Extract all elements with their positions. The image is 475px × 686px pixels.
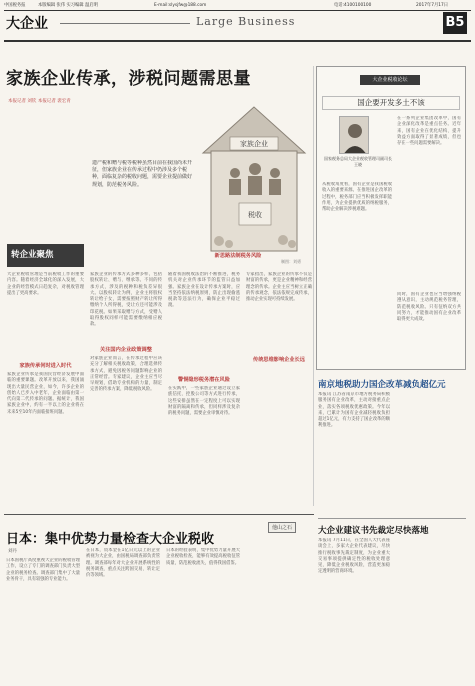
bottom-headline: 日本：集中优势力量检查大企业税收: [6, 532, 215, 547]
column-text-1: 在一系列企业集团改革中，国有企业深化改革是重点任务。近年来，国有企业在优化结构、提升效益方面取得了显著成绩，但也存在一些问题需要解决。: [397, 116, 461, 147]
brief2-rule: [318, 518, 466, 519]
column-text-3: 同时，国有企业也应当增强纳税遵从意识，主动规范税务管理，防范税收风险。只有征纳双方共同努力，才能推动国有企业改革取得更大成效。: [397, 292, 461, 323]
section-subtitle: Large Business: [196, 15, 296, 28]
bottom-text-1: 日本国税厅高度重视大企业的税收管理工作，设立了专门的调查部门负责大型企业的税务检查。调查部门集中了大量业务骨干，具有较强的专业能力。: [6, 558, 80, 582]
lead-headline: 家族企业传承，涉税问题需思量: [6, 69, 251, 89]
header-rule: [4, 40, 471, 42]
bottom-text-3: 日本的经验表明，集中优势力量开展大企业税收检查，能够有效提高税收征管质量，防范税收流失，值得我国借鉴。: [166, 548, 240, 566]
brief1-text: 本报讯 江苏省南京市地方税务局积极服务国有企业改革，主动对接重点企业，落实各项税收优惠政策。今年以来，已累计为国有企业减轻税收负担超过1亿元，有力支持了国企改革的顺利推进。: [318, 392, 390, 429]
bottom-rule: [4, 514, 314, 515]
portrait-silhouette-icon: [340, 117, 369, 154]
tax-label: 税收: [248, 211, 262, 219]
bottom-kicker: 他山之石: [268, 522, 296, 533]
brief1-text-cont: [394, 392, 466, 512]
lead-lede: 遗产税和赠与税等税种虽然目前在我国尚未开征，但家族企业在传承过程中仍涉及多个税种，面临复杂的税收问题，需要企业提前做好规划，防范税务风险。: [92, 160, 193, 188]
column-text-2: 从税收角度看，国有企业是我国税收收入的重要来源。在推进国企改革的过程中，税务部门应当积极发挥职能作用，为企业提供优质的纳税服务，帮助企业解决涉税难题。: [322, 182, 392, 213]
bottom-byline: 刘丹: [8, 549, 17, 554]
brief2-text: 本报讯 7月11日，在全国人大代表座谈会上，多家大企业代表建议，尽快推行税收事先裁定制度，为企业重大交易事项提供确定性的税收处理意见，降低企业税收风险，营造更加稳定透明的营商环境。: [318, 538, 390, 575]
author-portrait: [339, 116, 369, 154]
masthead-edition: 本版编辑 张伟 实习编辑 温启明: [38, 3, 98, 8]
house-label: 家族企业: [240, 140, 268, 148]
marker-column-label: 转企业聚焦: [7, 244, 84, 267]
column-title: 国企要开发多土不该: [322, 96, 460, 110]
masthead-bar: [4, 2, 471, 10]
brief2-title: 大企业建议书先裁定尽快落地: [318, 526, 429, 536]
marker-column-subhead: 家族传承何时进入时代: [19, 363, 72, 369]
lead-subhead-4: 警惕隐形税务潜在风险: [178, 377, 230, 383]
illustration-credit: 制图：刘勇: [281, 259, 301, 264]
lead-subhead-3: 新思路法制税务风险: [214, 253, 262, 259]
marker-column-text: 大企业税收管理是当前税收工作的重要内容。随着经济全球化的深入发展，大企业的经营模式日趋复杂，对税收管理提出了更高要求。: [7, 272, 84, 296]
lead-para-6: 专家指出，家族企业的传承不仅是财富的传承，更是企业精神和经营理念的传承。企业主应当树立正确的传承观念，依法依规完成传承，推动企业实现可持续发展。: [246, 272, 312, 303]
lead-para-5: 在实践中，一些家族企业通过设立家族信托、控股公司等方式进行传承，这些安排虽然在一定程度上可以实现财富的隔离和传承，但同样涉及复杂的税务问题，需要企业审慎对待。: [168, 386, 240, 417]
column-tag: 大企业税收论坛: [360, 75, 420, 85]
lead-para-3: 对家族企业而言，在传承过程中应该充分了解相关税收政策，合理选择传承方式，避免因税务问题影响企业的正常经营。专家建议，企业主应当尽早规划，借助专业机构的力量，制定完善的传承方案，降低税收风险。: [90, 356, 162, 393]
masthead-paper: 中国税务报: [4, 3, 26, 8]
page-number: B5: [443, 12, 467, 34]
lead-para-4: 随着我国税收法治的不断推进，税务机关对企业传承环节的监管日益加强。家族企业在设计传承方案时，应当坚持依法纳税原则，防止出现偷逃税款等违法行为，确保企业平稳过渡。: [168, 272, 240, 309]
section-title: 大企业: [6, 16, 48, 32]
masthead-contact: E-mail:slysjfw@188.com: [154, 3, 207, 8]
masthead-phone: 电话:4100100100: [334, 3, 372, 8]
top-rule: [4, 10, 471, 11]
family-business-illustration: [197, 103, 312, 266]
brief1-title: 南京地税助力国企改革减负超亿元: [318, 380, 446, 390]
lead-subhead-2: 关注国内企业政策调整: [100, 347, 152, 353]
lead-byline: 本报记者 刘钦 本报记者 裴宏青: [8, 99, 71, 104]
lead-subhead-5: 传统思维影响企业长远: [253, 357, 305, 363]
lead-para-2: 家族企业的传承方式多种多样，包括股权转让、赠与、继承等。不同的传承方式，涉及的税种和税负差异很大。以股权转让为例，企业主将股权转让给子女，需要按照财产转让所得缴纳个人所得税，受让方还可能涉及印花税。如果采取赠与方式，受赠人取得股权同样可能需要缴纳相应税款。: [90, 272, 162, 328]
column-divider: [313, 66, 314, 506]
bottom-text-2: 在日本，资本金在1亿日元以上的企业被视为大企业，由国税局调查部负责管理。调查部每年对大企业开展系统性的税务调查，重点关注跨国交易、转让定价等领域。: [86, 548, 160, 579]
masthead-date: 2017年7月17日: [416, 3, 449, 8]
author-caption: 国家税务总局大企业税收管理司副司长 王晓: [324, 156, 392, 167]
lead-para-1: 家族企业传承是我国民营经济发展中面临的重要课题。改革开放以来，我国涌现出大量民营企业，如今，许多企业的创始人已步入中老年，企业面临由第一代向第二代传承的问题。据统计，我国家族企业中，约有一半以上的企业将在未来5至10年内面临接班问题。: [7, 372, 84, 415]
section-line: [60, 23, 190, 24]
